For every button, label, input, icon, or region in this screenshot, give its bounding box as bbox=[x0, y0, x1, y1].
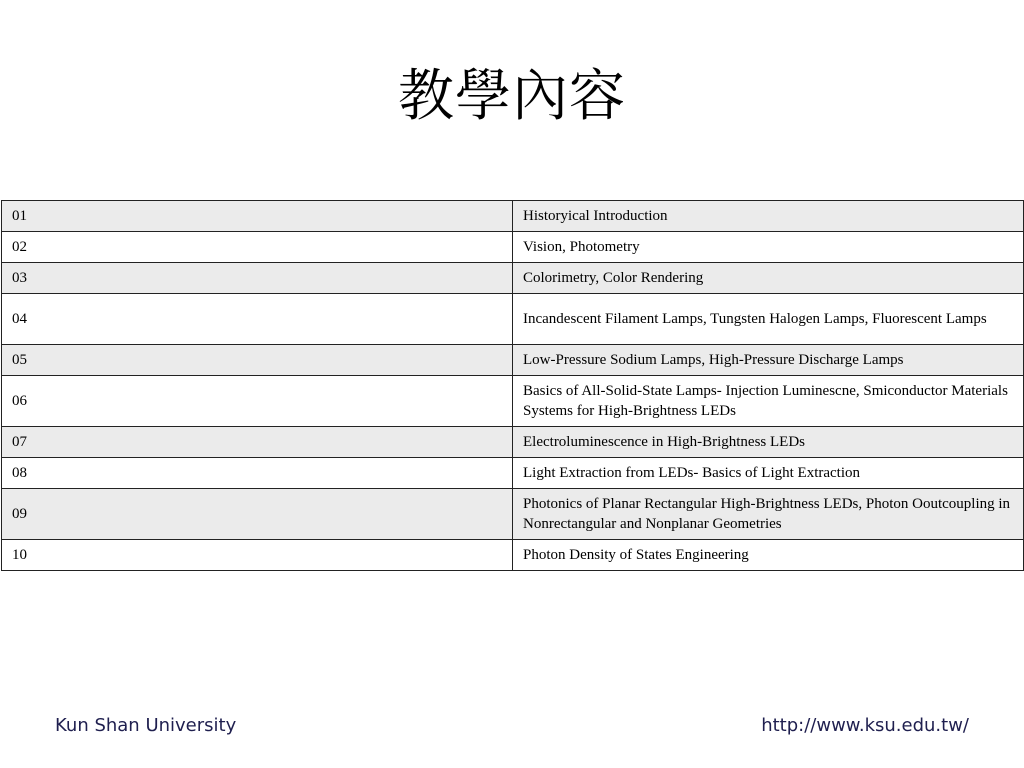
table-row bbox=[2, 540, 1024, 571]
table-row bbox=[2, 458, 1024, 489]
row-topic: Colorimetry, Color Rendering bbox=[513, 263, 1024, 294]
table-row bbox=[2, 201, 1024, 232]
row-number: 03 bbox=[2, 263, 513, 294]
footer-url: http://www.ksu.edu.tw/ bbox=[761, 715, 969, 736]
row-number: 02 bbox=[2, 232, 513, 263]
table-row bbox=[2, 294, 1024, 345]
row-number: 04 bbox=[2, 294, 513, 345]
row-topic: Low-Pressure Sodium Lamps, High-Pressure Discharge Lamps bbox=[513, 345, 1024, 376]
footer-university-name: Kun Shan University bbox=[55, 715, 237, 736]
table-row bbox=[2, 376, 1024, 427]
row-number: 01 bbox=[2, 201, 513, 232]
row-number: 09 bbox=[2, 489, 513, 540]
row-number: 08 bbox=[2, 458, 513, 489]
table-row bbox=[2, 345, 1024, 376]
row-topic: Historyical Introduction bbox=[513, 201, 1024, 232]
row-topic: Photonics of Planar Rectangular High-Brightness LEDs, Photon Ooutcoupling in Nonrectangular and Nonplanar Geometries bbox=[513, 489, 1024, 540]
table-row bbox=[2, 232, 1024, 263]
row-number: 06 bbox=[2, 376, 513, 427]
slide-title: 教學內容 bbox=[398, 64, 626, 129]
row-topic: Light Extraction from LEDs- Basics of Light Extraction bbox=[513, 458, 1024, 489]
table-row bbox=[2, 427, 1024, 458]
table-row bbox=[2, 489, 1024, 540]
row-number: 05 bbox=[2, 345, 513, 376]
row-topic: Incandescent Filament Lamps, Tungsten Halogen Lamps, Fluorescent Lamps bbox=[513, 294, 1024, 345]
row-topic: Photon Density of States Engineering bbox=[513, 540, 1024, 571]
syllabus-table bbox=[1, 200, 1024, 571]
row-topic: Vision, Photometry bbox=[513, 232, 1024, 263]
row-topic: Electroluminescence in High-Brightness LEDs bbox=[513, 427, 1024, 458]
row-number: 10 bbox=[2, 540, 513, 571]
row-topic: Basics of All-Solid-State Lamps- Injection Luminescne, Smiconductor Materials Systems for High-Brightness LEDs bbox=[513, 376, 1024, 427]
table-row bbox=[2, 263, 1024, 294]
row-number: 07 bbox=[2, 427, 513, 458]
